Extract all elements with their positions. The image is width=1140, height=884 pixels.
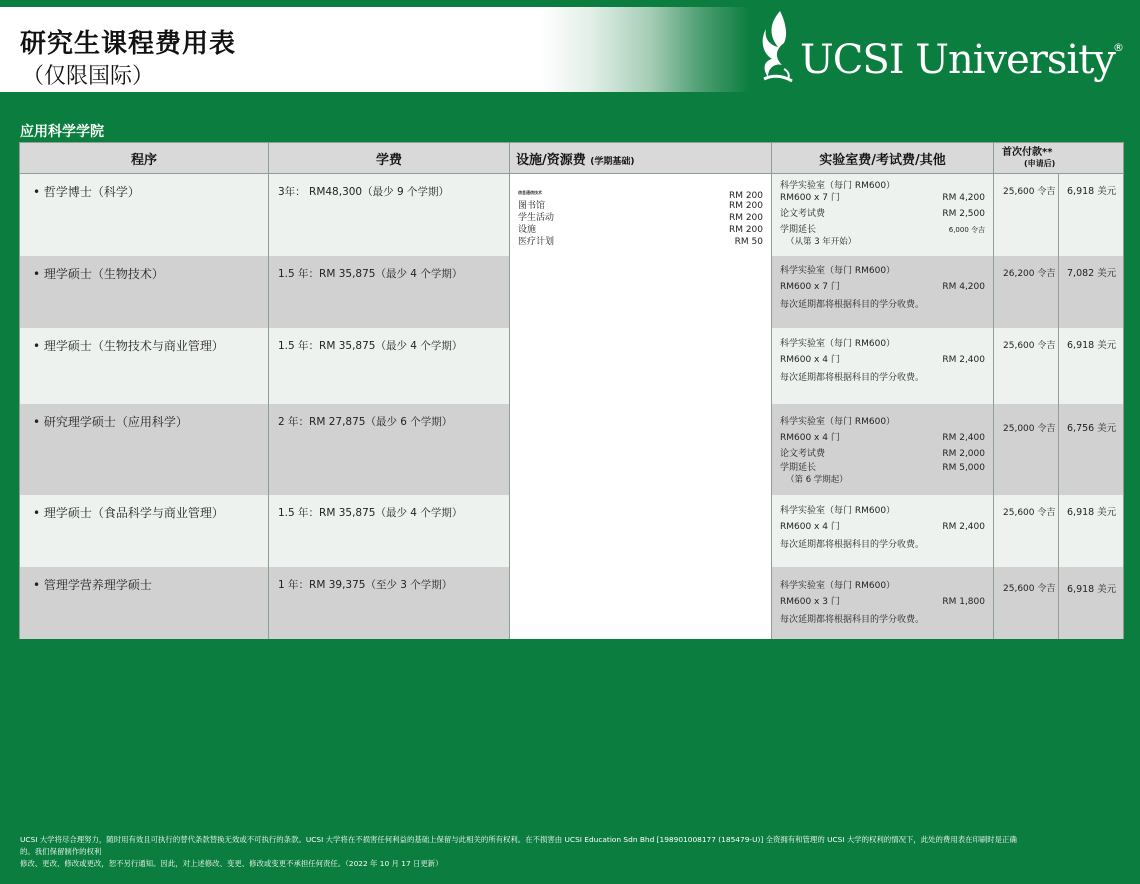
program-name: • 哲学博士（科学） [33,185,140,199]
lab-amount: RM 5,000 [942,462,985,473]
col-facilities [510,143,772,174]
first-payment-usd: 6,918 美元 [1067,583,1117,595]
lab-fees [772,495,993,551]
first-payment-usd: 6,756 美元 [1067,422,1117,434]
col-program: 程序 [20,143,269,174]
footer-disclaimer [20,834,1120,870]
university-logo [758,9,1130,95]
lab-line: 每次延期都将根据科目的学分收费。 [780,614,925,625]
program-name: • 理学硕士（生物技术与商业管理） [33,338,224,353]
top-stripe [0,0,1140,7]
col-tuition: 学费 [269,143,510,174]
facilities-ict-amount: RM 200 [728,191,763,201]
lab-line: 论文考试费 [780,448,826,459]
lab-line: RM600 x 4 门 [780,432,840,443]
lab-line: 科学实验室（每门 RM600） [780,338,896,349]
first-payment-myr: 26,200 令吉 [1003,268,1056,279]
footer-line: UCSI 大学将尽合理努力，随时用有效且可执行的替代条款替换无效或不可执行的条款。UCSI 大学将在不损害任何利益的基础上保留与此相关的所有权利。在不损害由 UCSI Education Sdn Bhd [198901008177 (185479-U)] 全资拥有和管理的 UCSI 大学的权利的情况下，此处的费用表在印刷时是正确 [20,835,1017,844]
lab-line: 论文考试费 [780,209,826,219]
table-header-row [20,143,1124,174]
lab-note: （从第 3 年开始） [786,237,857,247]
lab-line: 每次延期都将根据科目的学分收费。 [780,372,925,383]
lab-line: 科学实验室（每门 RM600） [780,265,896,276]
lab-fees [772,328,993,384]
page-subtitle: （仅限国际） [22,64,155,89]
lab-line: RM600 x 4 门 [780,521,840,532]
first-payment-usd: 6,918 美元 [1067,339,1117,351]
lab-amount: RM 2,400 [942,521,985,532]
footer-line: 修改、更改、修改或更改，恕不另行通知。因此，对上述修改、变更、修改或变更不承担任何责任。（2022 年 10 月 17 日更新） [20,859,443,868]
lab-line: 每次延期都将根据科目的学分收费。 [780,299,925,310]
col-facilities-note: (学期基础) [590,156,635,167]
lab-fees [772,404,993,486]
first-payment-usd: 6,918 美元 [1067,506,1117,518]
logo-wordmark: UCSI University [800,37,1115,83]
lab-amount: RM 2,500 [942,209,985,219]
tuition-fee: 1.5 年：RM 35,875（最少 4 个学期） [278,267,463,280]
facilities-item-label: 设施 [518,225,537,235]
first-payment-usd: 7,082 美元 [1067,267,1117,279]
lab-note: （第 6 学期起） [786,474,848,485]
footer-line: 的。我们保留制作的权利 [20,847,102,856]
lab-amount: RM 1,800 [942,596,985,607]
lab-amount: RM 2,400 [942,354,985,365]
lab-line: RM600 x 7 门 [780,281,840,292]
lab-line: 科学实验室（每门 RM600） [780,416,896,427]
facilities-item-amount: RM 50 [734,237,763,247]
table-row [20,174,1124,256]
lab-line: 学期延长 [780,225,817,235]
facilities-item-label: 图书馆 [518,201,546,211]
lab-line: 科学实验室（每门 RM600） [780,181,896,191]
program-name: • 理学硕士（食品科学与商业管理） [33,505,224,520]
col-first-payment-label: 首次付款** [1002,147,1053,158]
lab-amount: RM 4,200 [942,193,985,203]
lab-amount: 6,000 令吉 [948,226,985,234]
lab-line: 科学实验室（每门 RM600） [780,580,896,591]
lab-amount: RM 4,200 [942,281,985,292]
page-title: 研究生课程费用表 [20,29,237,59]
school-name: 应用科学学院 [20,124,104,140]
lab-line: 每次延期都将根据科目的学分收费。 [780,539,925,550]
first-payment-myr: 25,600 令吉 [1003,340,1056,351]
program-name: • 研究理学硕士（应用科学） [33,414,188,429]
facilities-heading: 信息通信技术 [518,190,542,195]
lab-line: RM600 x 7 门 [780,193,840,203]
program-name: • 理学硕士（生物技术） [33,266,164,281]
fee-table [19,142,1124,639]
tuition-fee: 3年： RM48,300（最少 9 个学期） [278,186,449,198]
lab-amount: RM 2,000 [942,448,985,459]
lab-amount: RM 2,400 [942,432,985,443]
tuition-fee: 2 年：RM 27,875（最少 6 个学期） [278,415,453,428]
lab-fees [772,567,993,626]
col-first-payment-note: (申请后) [1024,159,1056,168]
col-first-payment [994,143,1124,174]
registered-mark: ® [1113,41,1124,54]
first-payment-myr: 25,600 令吉 [1003,187,1056,197]
first-payment-myr: 25,600 令吉 [1003,583,1056,594]
tuition-fee: 1 年：RM 39,375（至少 3 个学期） [278,578,453,591]
facilities-cell [510,174,772,639]
page-header [0,7,1140,92]
facilities-item-amount: RM 200 [728,201,763,211]
facilities-item-amount: RM 200 [728,225,763,235]
col-facilities-label: 设施/资源费 [516,152,586,168]
flame-logo-icon [758,9,798,91]
col-lab: 实验室费/考试费/其他 [772,143,994,174]
lab-fees [772,174,993,248]
facilities-item-label: 学生活动 [518,213,555,223]
lab-line: RM600 x 4 门 [780,354,840,365]
first-payment-myr: 25,000 令吉 [1003,423,1056,434]
lab-line: 科学实验室（每门 RM600） [780,505,896,516]
facilities-item-label: 医疗计划 [518,237,555,247]
lab-line: RM600 x 3 门 [780,596,840,607]
facilities-item-amount: RM 200 [728,213,763,223]
lab-line: 学期延长 [780,462,817,473]
first-payment-usd: 6,918 美元 [1067,186,1117,197]
tuition-fee: 1.5 年：RM 35,875（最少 4 个学期） [278,339,463,352]
first-payment-myr: 25,600 令吉 [1003,507,1056,518]
program-name: • 管理学营养理学硕士 [33,577,152,592]
lab-fees [772,256,993,311]
tuition-fee: 1.5 年：RM 35,875（最少 4 个学期） [278,506,463,519]
